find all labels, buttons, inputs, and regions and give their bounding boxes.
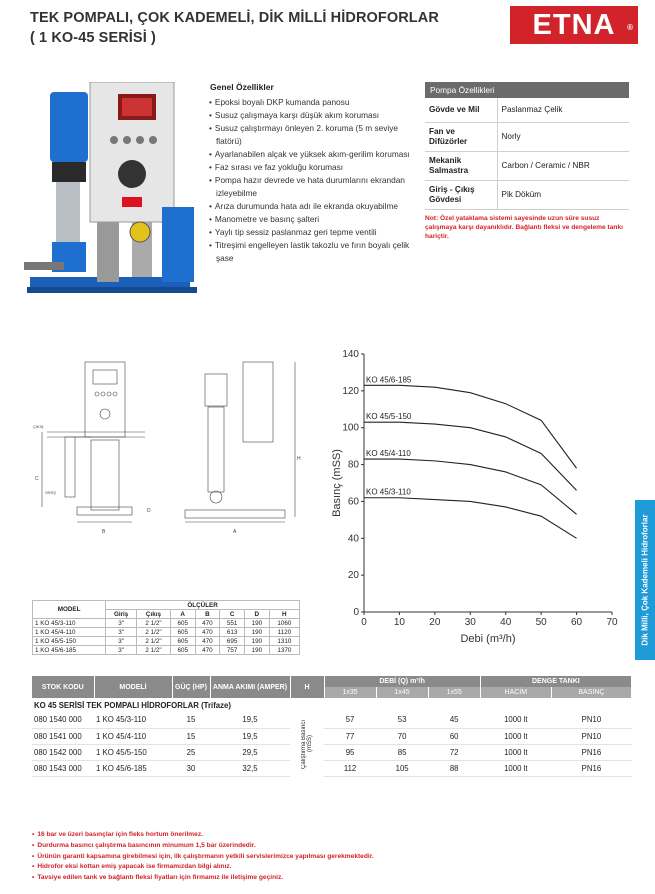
stock-cell: 1000 lt (480, 760, 551, 776)
pump-specs-table (425, 82, 629, 210)
stock-code-header: STOK KODU (32, 676, 94, 698)
stock-cell: 95 (324, 744, 376, 760)
current-header: ANMA AKIMI (AMPER) (210, 676, 290, 698)
y-axis-label: Basınç (mSS) (331, 449, 343, 517)
footnote-item: • 16 bar ve üzeri basınçlar için fleks hortum önerilmez. (32, 830, 632, 841)
dims-cell: 1 KO 45/3-110 (33, 619, 106, 628)
h-header: H (290, 676, 324, 698)
panel-outline (85, 362, 125, 437)
stock-cell: 080 1540 000 (32, 712, 94, 728)
series-label: KO 45/4-110 (366, 449, 411, 459)
drawing-label-c: C (35, 476, 39, 482)
dims-cell: 2 1/2" (137, 619, 171, 628)
dims-caption: ÖLÇÜLER (106, 601, 300, 610)
dims-subheader: A (170, 610, 195, 619)
page-title (30, 8, 439, 48)
dims-cell: 470 (195, 637, 220, 646)
series-line (399, 498, 576, 539)
technical-drawing (25, 352, 320, 542)
y-tick-label: 60 (347, 496, 359, 508)
dims-cell: 605 (170, 628, 195, 637)
feature-item: • Titreşimi engelleyen lastik takozlu ve fırın boyalı çelik şase (208, 239, 413, 265)
dims-cell: 613 (220, 628, 245, 637)
dims-cell: 3" (106, 628, 137, 637)
drawing-label-outlet: ÇIKIŞ (33, 424, 44, 429)
stock-cell: 112 (324, 760, 376, 776)
series-line (399, 385, 576, 468)
flow-subheader: 1x35 (324, 687, 376, 698)
title-line-1: TEK POMPALI, ÇOK KADEMELİ, DİK MİLLİ HİDROFORLAR (30, 10, 439, 26)
feature-item: • Epoksi boyalı DKP kumanda panosu (208, 96, 413, 109)
x-tick-label: 20 (429, 617, 441, 628)
spec-row (425, 122, 629, 151)
stock-row (32, 760, 632, 776)
stock-row (32, 744, 632, 760)
stock-cell: 105 (376, 760, 428, 776)
feature-item: • Arıza durumunda hata adı ile ekranda okuyabilme (208, 200, 413, 213)
brand-name: ETNA (532, 9, 616, 41)
dims-cell: 470 (195, 646, 220, 655)
feature-item: • Susuz çalışmaya karşı düşük akım koruması (208, 109, 413, 122)
dims-cell: 1 KO 45/5-150 (33, 637, 106, 646)
stock-cell: 1000 lt (480, 744, 551, 760)
spec-key: Gövde ve Mil (425, 98, 497, 122)
stock-cell: 70 (376, 728, 428, 744)
stock-row (32, 728, 632, 744)
dims-cell: 757 (220, 646, 245, 655)
dims-cell: 605 (170, 646, 195, 655)
flow-subheader: 1x55 (428, 687, 480, 698)
stock-cell: 080 1543 000 (32, 760, 94, 776)
dims-cell: 190 (244, 646, 269, 655)
dims-cell: 3" (106, 637, 137, 646)
spec-key: Giriş - Çıkış Gövdesi (425, 180, 497, 209)
stock-cell: 30 (172, 760, 210, 776)
stock-cell: 1000 lt (480, 728, 551, 744)
x-axis-label: Debi (m³/h) (460, 633, 516, 645)
flow-header: DEBİ (Q) m³/h (324, 676, 480, 687)
dims-cell: 470 (195, 619, 220, 628)
stock-cell: 57 (324, 712, 376, 728)
spec-value: Norly (497, 122, 629, 151)
x-tick-label: 40 (500, 617, 512, 628)
stock-cell: 1 KO 45/5-150 (94, 744, 172, 760)
stock-cell: 72 (428, 744, 480, 760)
stock-cell: 19,5 (210, 728, 290, 744)
spec-row (425, 180, 629, 209)
stock-cell: 45 (428, 712, 480, 728)
feature-item: • Ayarlanabilen alçak ve yüksek akım-gerilim koruması (208, 148, 413, 161)
spec-key: Fan ve Difüzörler (425, 122, 497, 151)
stock-cell: PN10 (551, 712, 631, 728)
dims-cell: 1310 (269, 637, 299, 646)
series-label: KO 45/6-185 (366, 375, 412, 385)
pump-curve-chart (320, 348, 620, 648)
stock-cell: PN10 (551, 728, 631, 744)
dims-cell: 605 (170, 619, 195, 628)
h-note: Çalıştırma Basıncı (mSS) (301, 719, 313, 769)
stock-cell: 29,5 (210, 744, 290, 760)
side-tab (635, 500, 655, 660)
side-tab-label: Dik Milli, Çok Kademeli Hidroforlar (640, 514, 650, 646)
registered-mark: ® (627, 23, 634, 32)
footnote-item: • Tavsiye edilen tank ve bağlantı fleksi fiyatları için firmamız ile iletişime geçiniz. (32, 873, 632, 884)
footnote-item: • Ürünün garanti kapsamına girebilmesi için, ilk çalıştırmanın yetkili servislerimizce yapılması gerekmektedir. (32, 852, 632, 863)
stock-cell: 1000 lt (480, 712, 551, 728)
title-line-2: ( 1 KO-45 SERİSİ ) (30, 30, 156, 46)
y-tick-label: 20 (347, 570, 359, 582)
spec-value: Pik Döküm (497, 180, 629, 209)
feature-item: • Pompa hazır devrede ve hata durumlarını ekrandan izleyebilme (208, 174, 413, 200)
spec-key: Mekanik Salmastra (425, 151, 497, 180)
dims-cell: 1060 (269, 619, 299, 628)
dims-cell: 3" (106, 646, 137, 655)
stock-cell: 88 (428, 760, 480, 776)
tank-header: DENGE TANKI (480, 676, 631, 687)
y-tick-label: 140 (342, 349, 359, 360)
series-line (399, 459, 576, 514)
dims-subheader: C (220, 610, 245, 619)
feature-item: • Manometre ve basınç şalteri (208, 213, 413, 226)
dims-subheader: B (195, 610, 220, 619)
spec-value: Carbon / Ceramic / NBR (497, 151, 629, 180)
drawing-label-d: D (147, 508, 151, 514)
etna-logo (510, 6, 638, 44)
pump-specs-header: Pompa Özellikleri (425, 82, 629, 98)
dims-subheader: H (269, 610, 299, 619)
y-tick-label: 100 (342, 422, 359, 434)
hydrophore-product-image (22, 82, 207, 307)
dims-model-header: MODEL (33, 601, 106, 619)
dims-cell: 2 1/2" (137, 628, 171, 637)
y-tick-label: 80 (347, 459, 359, 471)
spec-row (425, 151, 629, 180)
stock-cell: PN16 (551, 760, 631, 776)
dims-cell: 695 (220, 637, 245, 646)
dims-cell: 1120 (269, 628, 299, 637)
stock-cell: 080 1541 000 (32, 728, 94, 744)
dims-row (33, 619, 300, 628)
feature-item: • Yaylı tip sessiz paslanmaz geri tepme ventili (208, 226, 413, 239)
features-title: Genel Özellikler (210, 82, 274, 92)
stock-cell: 1 KO 45/3-110 (94, 712, 172, 728)
flow-subheader: 1x45 (376, 687, 428, 698)
dims-cell: 470 (195, 628, 220, 637)
feature-item: • Susuz çalıştırmayı önleyen 2. koruma (5 m seviye flatörü) (208, 122, 413, 148)
stock-cell: 32,5 (210, 760, 290, 776)
x-tick-label: 10 (393, 617, 405, 628)
dims-subheader: Çıkış (137, 610, 171, 619)
x-tick-label: 60 (571, 617, 583, 628)
drawing-label-h: H (297, 456, 301, 462)
drawing-label-a: A (233, 529, 237, 535)
x-tick-label: 50 (535, 617, 547, 628)
stock-cell: 19,5 (210, 712, 290, 728)
dims-cell: 190 (244, 628, 269, 637)
tank-subheader: HACİM (480, 687, 551, 698)
footnote-item: • Durdurma basıncı çalıştırma basıncının minumum 1,5 bar üzerindedir. (32, 841, 632, 852)
stock-cell: 15 (172, 728, 210, 744)
stock-cell: 25 (172, 744, 210, 760)
y-tick-label: 0 (353, 607, 359, 618)
dims-cell: 605 (170, 637, 195, 646)
stock-row (32, 712, 632, 728)
stock-cell: 1 KO 45/6-185 (94, 760, 172, 776)
model-header: MODELİ (94, 676, 172, 698)
stock-cell: 1 KO 45/4-110 (94, 728, 172, 744)
dimensions-table (32, 600, 300, 655)
series-group-title: KO 45 SERİSİ TEK POMPALI HİDROFORLAR (Trifaze) (34, 700, 231, 710)
x-tick-label: 30 (464, 617, 476, 628)
dims-subheader: Giriş (106, 610, 137, 619)
dims-subheader: D (244, 610, 269, 619)
dims-cell: 1 KO 45/4-110 (33, 628, 106, 637)
dims-cell: 190 (244, 637, 269, 646)
series-label: KO 45/5-150 (366, 412, 412, 422)
dims-row (33, 637, 300, 646)
drawing-label-b: B (102, 529, 106, 535)
spec-value: Paslanmaz Çelik (497, 98, 629, 122)
footnotes (32, 830, 632, 884)
drawing-label-inlet: GİRİŞ (45, 490, 56, 495)
dims-cell: 1370 (269, 646, 299, 655)
pump-note: Not: Özel yataklama sistemi sayesinde uzun süre susuz çalışmaya karşı dayanıklıdır. Bağlantı fleksi ve dengeleme tankı hariçtir. (425, 215, 623, 240)
stock-cell: 60 (428, 728, 480, 744)
stock-cell: 15 (172, 712, 210, 728)
stock-cell: 85 (376, 744, 428, 760)
series-label: KO 45/3-110 (366, 487, 411, 497)
dims-cell: 3" (106, 619, 137, 628)
dims-cell: 2 1/2" (137, 637, 171, 646)
spec-row (425, 98, 629, 122)
dims-cell: 1 KO 45/6-185 (33, 646, 106, 655)
x-tick-label: 0 (361, 617, 367, 628)
stock-cell: 080 1542 000 (32, 744, 94, 760)
stock-cell: 77 (324, 728, 376, 744)
features-list (208, 96, 413, 265)
y-tick-label: 120 (342, 385, 359, 397)
dims-row (33, 646, 300, 655)
x-tick-label: 70 (606, 617, 618, 628)
footnote-item: • Hidrofor eksi kottan emiş yapacak ise firmamızdan bilgi alınız. (32, 862, 632, 873)
stock-table (32, 676, 632, 777)
stock-cell: 53 (376, 712, 428, 728)
power-header: GÜÇ (HP) (172, 676, 210, 698)
dims-cell: 190 (244, 619, 269, 628)
stock-cell: PN16 (551, 744, 631, 760)
dims-row (33, 628, 300, 637)
feature-item: • Faz sırası ve faz yokluğu koruması (208, 161, 413, 174)
tank-subheader: BASINÇ (551, 687, 631, 698)
dims-cell: 2 1/2" (137, 646, 171, 655)
dims-cell: 551 (220, 619, 245, 628)
y-tick-label: 40 (347, 533, 359, 545)
